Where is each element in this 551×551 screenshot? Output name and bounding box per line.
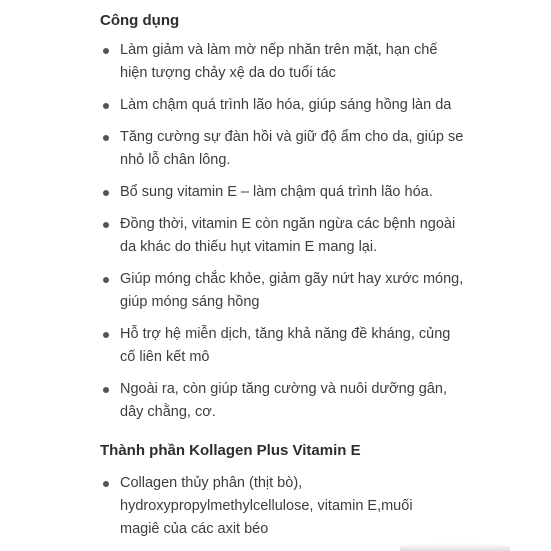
ingredients-list xyxy=(100,472,520,541)
bullet-icon xyxy=(103,190,109,196)
bullet-icon xyxy=(103,481,109,487)
bullet-icon xyxy=(103,387,109,393)
page-edge-shadow xyxy=(400,543,510,551)
bullet-icon xyxy=(103,222,109,228)
list-item: Đồng thời, vitamin E còn ngăn ngừa các bệnh ngoài da khác do thiếu hụt vitamin E mang lại. xyxy=(100,213,520,259)
ingredients-heading: Thành phần Kollagen Plus Vitamin E xyxy=(100,442,361,459)
list-item: Tăng cường sự đàn hồi và giữ độ ẩm cho da, giúp se nhỏ lỗ chân lông. xyxy=(100,126,520,172)
list-item: Ngoài ra, còn giúp tăng cường và nuôi dưỡng gân, dây chằng, cơ. xyxy=(100,378,520,424)
list-item: Collagen thủy phân (thịt bò), hydroxypropylmethylcellulose, vitamin E,muối magiê của các axit béo xyxy=(100,472,520,541)
bullet-icon xyxy=(103,277,109,283)
list-item: Làm chậm quá trình lão hóa, giúp sáng hồng làn da xyxy=(100,94,520,117)
bullet-icon xyxy=(103,48,109,54)
list-item: Làm giảm và làm mờ nếp nhăn trên mặt, hạn chế hiện tượng chảy xệ da do tuổi tác xyxy=(100,39,520,85)
uses-list xyxy=(100,39,520,424)
uses-heading: Công dụng xyxy=(100,12,180,29)
list-item: Bổ sung vitamin E – làm chậm quá trình lão hóa. xyxy=(100,181,520,204)
bullet-icon xyxy=(103,103,109,109)
list-item: Hỗ trợ hệ miễn dịch, tăng khả năng đề kháng, củng cố liên kết mô xyxy=(100,323,520,369)
bullet-icon xyxy=(103,332,109,338)
bullet-icon xyxy=(103,135,109,141)
list-item: Giúp móng chắc khỏe, giảm gãy nứt hay xước móng, giúp móng sáng hồng xyxy=(100,268,520,314)
